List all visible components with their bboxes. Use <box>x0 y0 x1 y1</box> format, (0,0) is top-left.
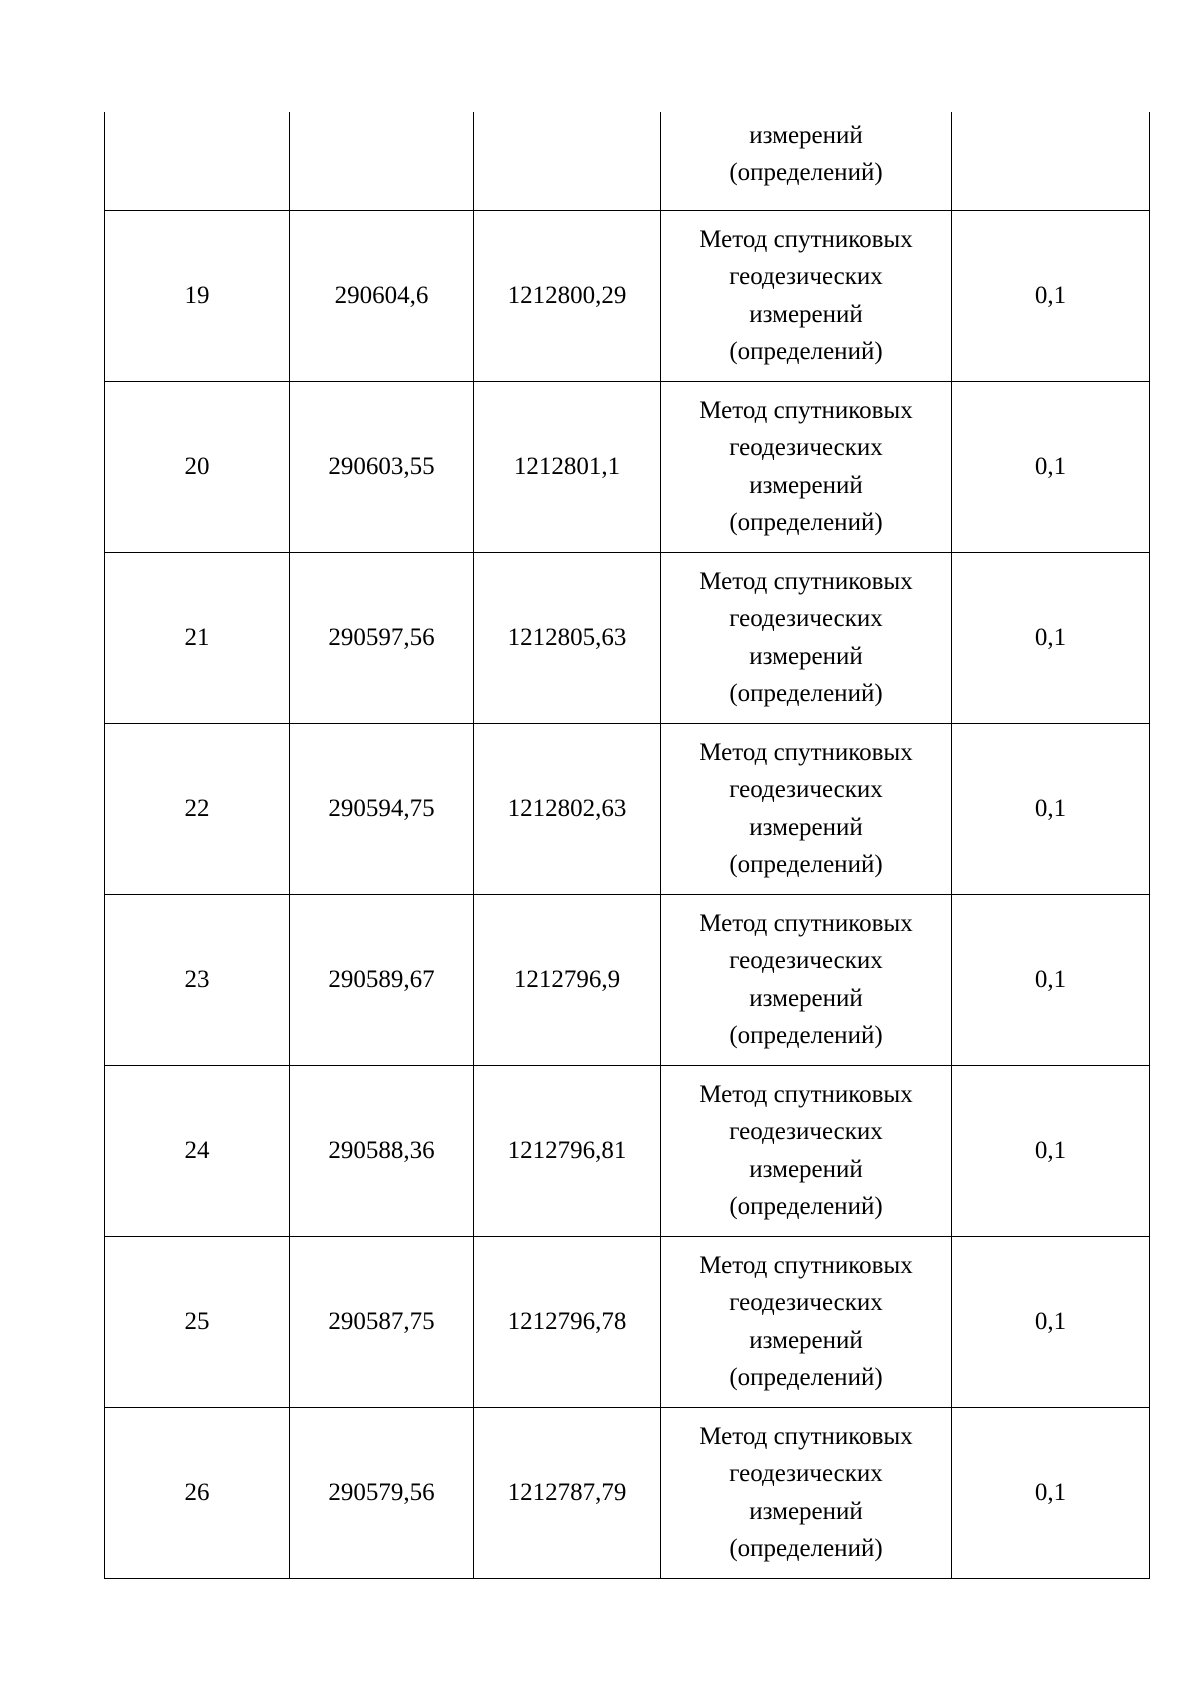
method-line: измерений <box>749 1155 863 1183</box>
method-line: (определений) <box>729 680 883 707</box>
cell-method <box>661 381 952 552</box>
cell-x-coordinate: 290589,67 <box>290 894 474 1065</box>
cell-method <box>661 210 952 381</box>
method-line: измерений <box>749 300 863 328</box>
method-line: Метод спутниковых <box>699 225 913 253</box>
cell-x-coordinate: 290579,56 <box>290 1407 474 1578</box>
cell-x-coordinate: 290588,36 <box>290 1065 474 1236</box>
method-line: геодезических <box>729 1289 883 1316</box>
method-line: измерений <box>749 984 863 1012</box>
method-line: измерений <box>749 1497 863 1525</box>
table-row <box>105 381 1150 552</box>
table-row <box>105 1407 1150 1578</box>
cell-point-number: 22 <box>105 723 290 894</box>
cell-y-coordinate: 1212787,79 <box>474 1407 661 1578</box>
method-line: геодезических <box>729 1118 883 1145</box>
cell-point-number: 24 <box>105 1065 290 1236</box>
cell-error: 0,1 <box>952 552 1150 723</box>
method-line: (определений) <box>729 338 883 365</box>
method-line: измерений <box>749 1326 863 1354</box>
method-line: Метод спутниковых <box>699 1422 913 1450</box>
cell-y-coordinate <box>474 112 661 210</box>
cell-error: 0,1 <box>952 723 1150 894</box>
method-line: измерений <box>749 642 863 670</box>
cell-error: 0,1 <box>952 1236 1150 1407</box>
method-line: геодезических <box>729 434 883 461</box>
cell-y-coordinate: 1212796,81 <box>474 1065 661 1236</box>
method-line: (определений) <box>729 1364 883 1391</box>
cell-y-coordinate: 1212796,9 <box>474 894 661 1065</box>
method-line: измерений <box>749 813 863 841</box>
cell-point-number: 20 <box>105 381 290 552</box>
method-line: Метод спутниковых <box>699 396 913 424</box>
table-row-continued <box>105 112 1150 210</box>
method-line: геодезических <box>729 605 883 632</box>
method-line: Метод спутниковых <box>699 909 913 937</box>
method-line: геодезических <box>729 263 883 290</box>
cell-point-number: 25 <box>105 1236 290 1407</box>
cell-x-coordinate: 290603,55 <box>290 381 474 552</box>
cell-method <box>661 723 952 894</box>
cell-method <box>661 894 952 1065</box>
coordinates-table <box>104 112 1150 1579</box>
method-line: (определений) <box>729 159 883 186</box>
cell-x-coordinate: 290597,56 <box>290 552 474 723</box>
coordinates-table-body <box>105 112 1150 1578</box>
table-row <box>105 1236 1150 1407</box>
method-line: Метод спутниковых <box>699 567 913 595</box>
method-line: (определений) <box>729 509 883 536</box>
cell-error: 0,1 <box>952 894 1150 1065</box>
method-line: Метод спутниковых <box>699 1251 913 1279</box>
method-line: геодезических <box>729 776 883 803</box>
method-line: (определений) <box>729 851 883 878</box>
cell-point-number: 21 <box>105 552 290 723</box>
method-line: геодезических <box>729 1460 883 1487</box>
cell-y-coordinate: 1212805,63 <box>474 552 661 723</box>
cell-point-number: 19 <box>105 210 290 381</box>
method-line: (определений) <box>729 1193 883 1220</box>
method-line: Метод спутниковых <box>699 1080 913 1108</box>
cell-error: 0,1 <box>952 210 1150 381</box>
cell-method <box>661 1065 952 1236</box>
table-row <box>105 1065 1150 1236</box>
cell-point-number: 23 <box>105 894 290 1065</box>
cell-error: 0,1 <box>952 1407 1150 1578</box>
method-line: (определений) <box>729 1535 883 1562</box>
cell-x-coordinate: 290604,6 <box>290 210 474 381</box>
cell-y-coordinate: 1212802,63 <box>474 723 661 894</box>
method-line: измерений <box>749 471 863 499</box>
method-line: измерений <box>749 121 863 149</box>
cell-error: 0,1 <box>952 381 1150 552</box>
cell-point-number: 26 <box>105 1407 290 1578</box>
method-line: (определений) <box>729 1022 883 1049</box>
cell-point-number <box>105 112 290 210</box>
table-row <box>105 552 1150 723</box>
table-row <box>105 723 1150 894</box>
table-row <box>105 894 1150 1065</box>
cell-method <box>661 552 952 723</box>
cell-x-coordinate: 290594,75 <box>290 723 474 894</box>
cell-x-coordinate <box>290 112 474 210</box>
cell-method <box>661 1236 952 1407</box>
cell-error <box>952 112 1150 210</box>
cell-y-coordinate: 1212800,29 <box>474 210 661 381</box>
cell-y-coordinate: 1212796,78 <box>474 1236 661 1407</box>
cell-method <box>661 1407 952 1578</box>
cell-method <box>661 112 952 210</box>
method-line: геодезических <box>729 947 883 974</box>
cell-x-coordinate: 290587,75 <box>290 1236 474 1407</box>
method-line: Метод спутниковых <box>699 738 913 766</box>
cell-error: 0,1 <box>952 1065 1150 1236</box>
table-row <box>105 210 1150 381</box>
cell-y-coordinate: 1212801,1 <box>474 381 661 552</box>
